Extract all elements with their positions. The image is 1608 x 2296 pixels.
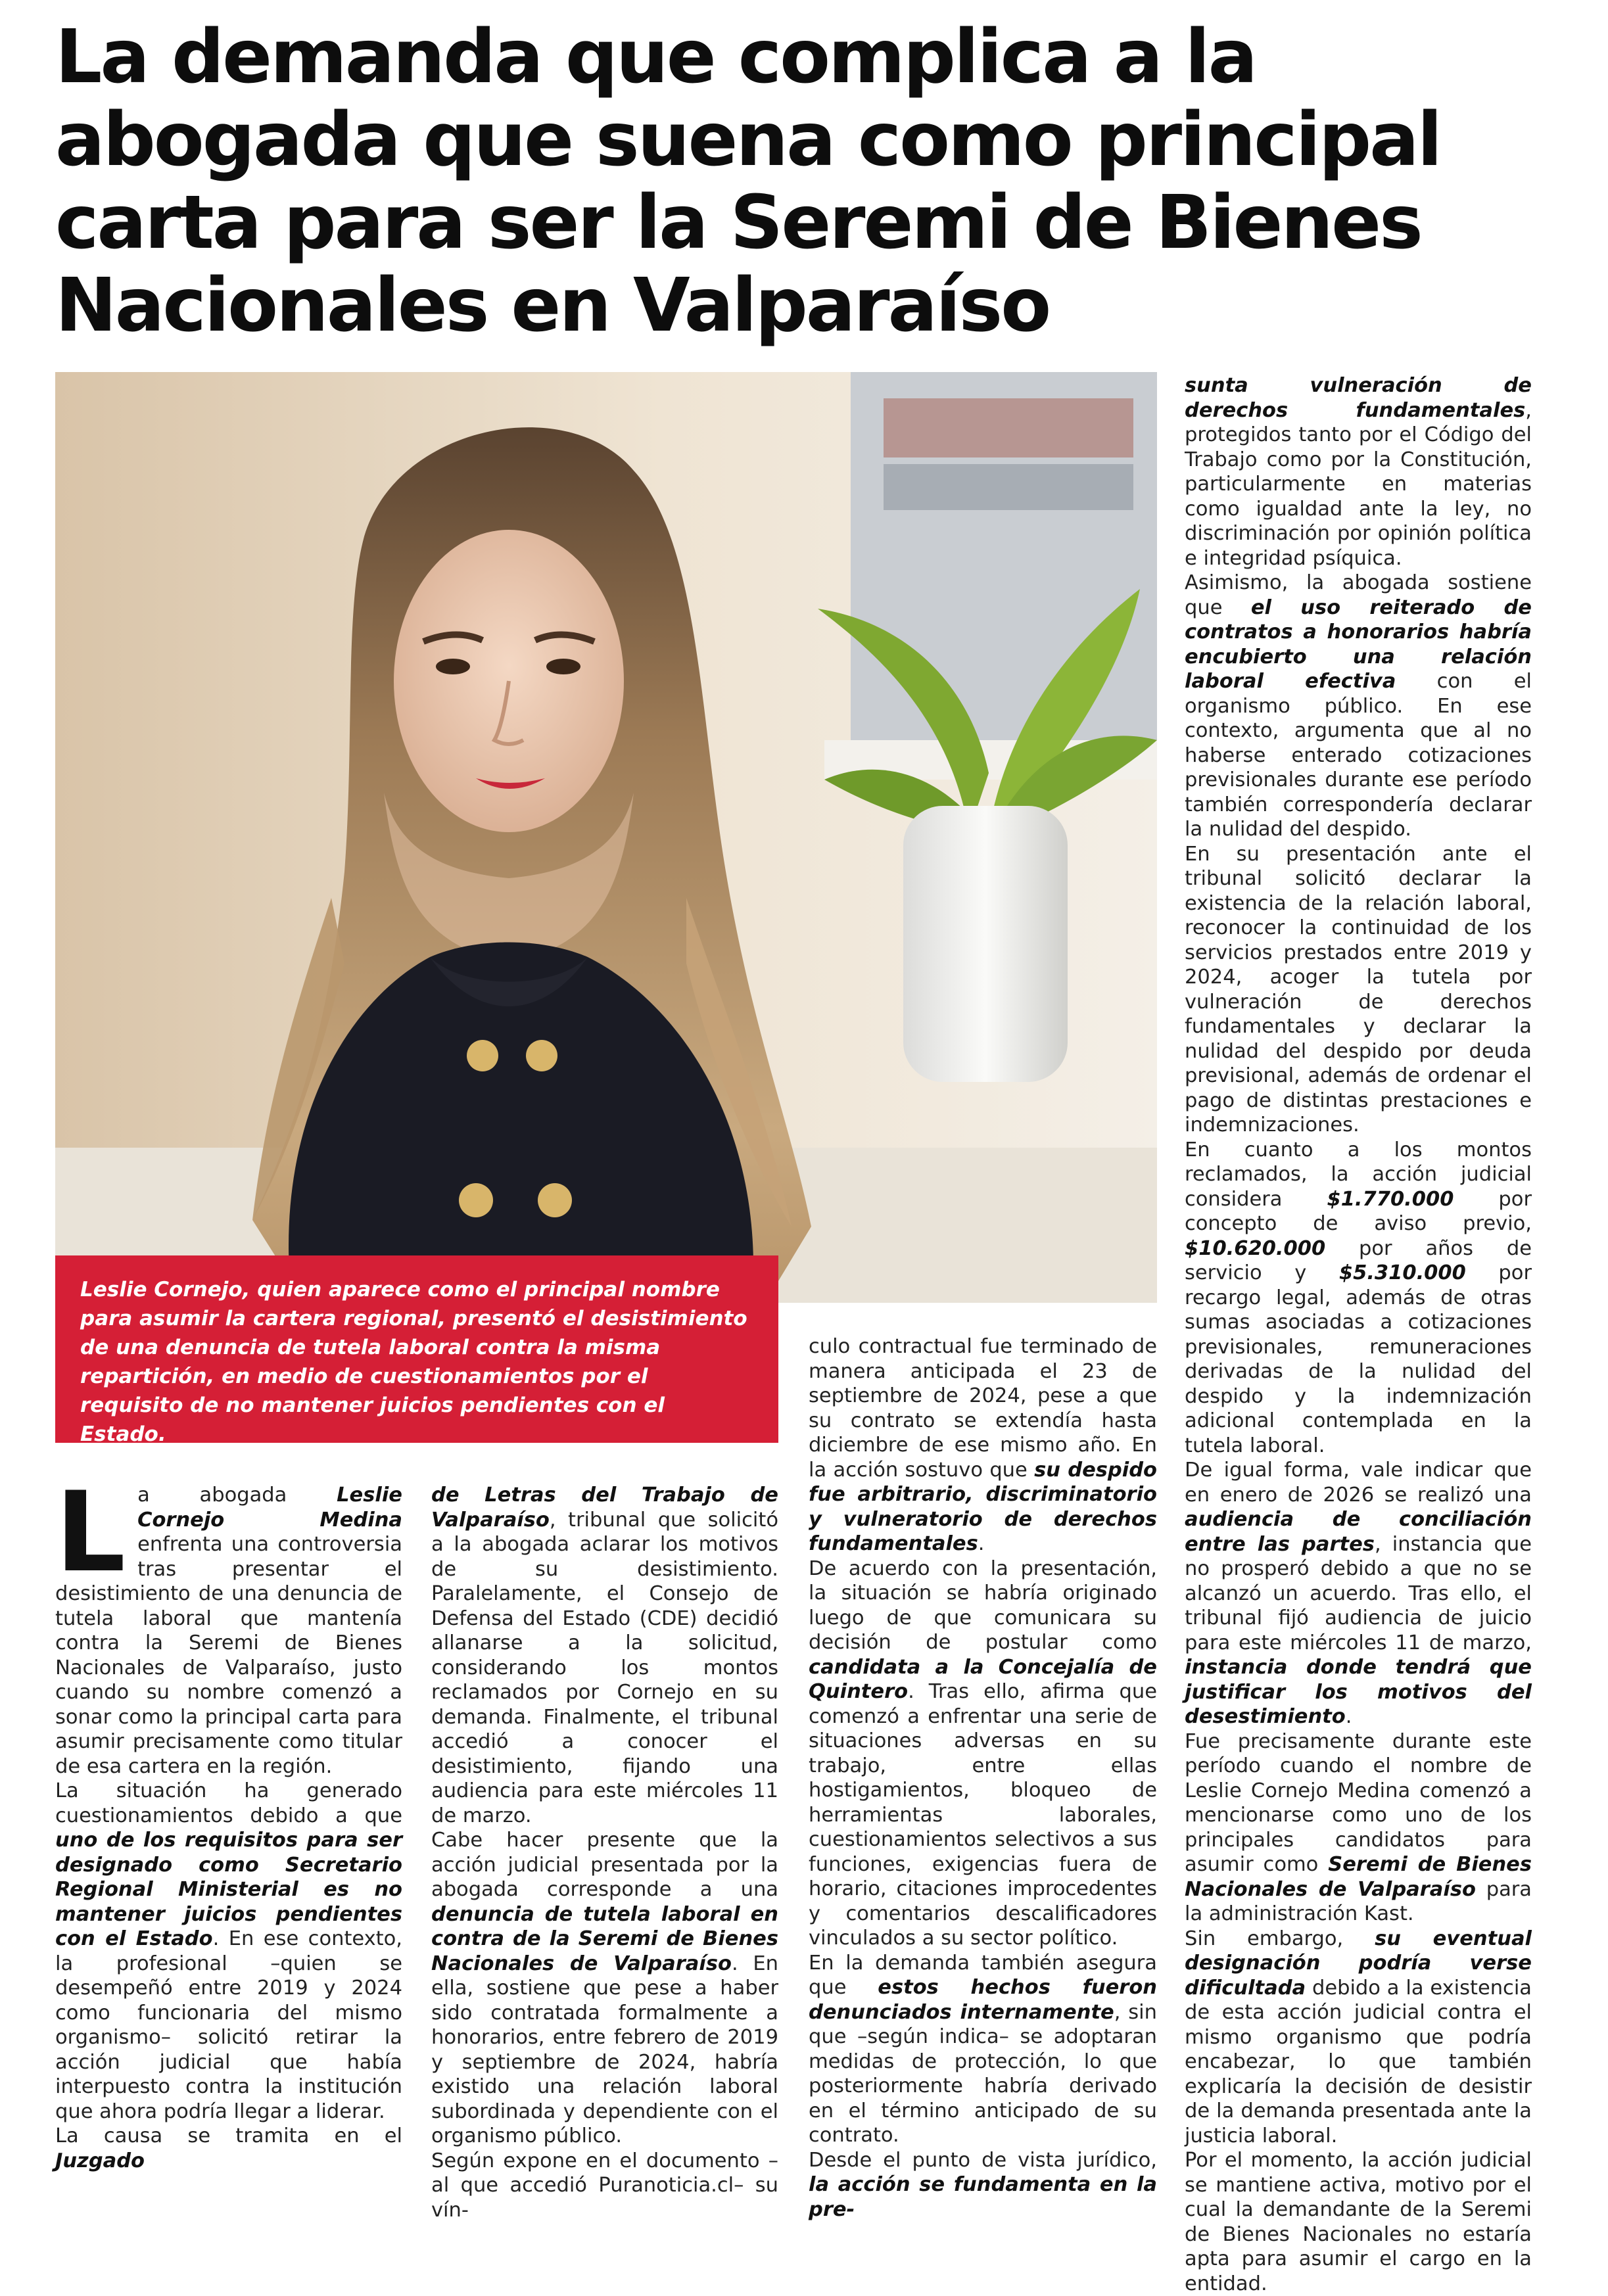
portrait-illustration — [55, 372, 1157, 1303]
article-paragraph: culo contractual fue terminado de manera anticipada el 23 de septiembre de 2024, pese a que su contrato se extendía hasta diciembre de ese mismo año. En la acción sostuvo que su despido fue arbitrario, discriminatorio y vulneratorio de derechos fundamentales. — [809, 1335, 1157, 1555]
article-column-1 — [55, 1468, 402, 2173]
article-paragraph: De acuerdo con la presentación, la situación se habría originado luego de que comunicara su decisión de postular como candidata a la Concejalía de Quintero. Tras ello, afirma que comenzó a enfrentar una serie de situaciones adversas en su trabajo, entre ellas hostigamientos, bloqueo de herramientas laborales, cuestionamientos selectivos a sus funciones, exigencias fuera de horario, citaciones improcedentes y comentarios descalificadores vinculados a su sector político. — [809, 1557, 1157, 1950]
article-paragraph: de Letras del Trabajo de Valparaíso, tribunal que solicitó a la abogada aclarar los motivos de su desistimiento. Paralelamente, el Consejo de Defensa del Estado (CDE) decidió allanarse a la solicitud, considerando los montos reclamados por Cornejo en su demanda. Finalmente, el tribunal accedió a conocer el desistimiento, fijando una audiencia para este miércoles 11 de marzo. — [431, 1484, 778, 1827]
drop-cap: L — [55, 1468, 126, 1597]
article-paragraph: En su presentación ante el tribunal solicitó declarar la existencia de la relación laboral, reconocer la continuidad de los servicios prestados entre 2019 y 2024, acoger la tutela por vulneración de derechos fundamentales y declarar la nulidad del despido por deuda previsional, además de ordenar el pago de distintas prestaciones e indemnizaciones. — [1185, 842, 1532, 1136]
article-column-4 — [1185, 373, 1532, 2296]
article-column-3 — [809, 1334, 1157, 2222]
article-paragraph: Desde el punto de vista jurídico, la acción se fundamenta en la pre- — [809, 2148, 1157, 2221]
headline: La demanda que complica a la abogada que suena como principal carta para ser la Seremi de Bienes Nacionales en Valparaíso — [55, 14, 1441, 348]
article-paragraph: En la demanda también asegura que estos hechos fueron denunciados internamente, sin que –según indica– se adoptaran medidas de protección, lo que posteriormente habría derivado en el término anticipado de su contrato. — [809, 1951, 1157, 2147]
article-column-2 — [431, 1483, 778, 2222]
portrait-photo — [55, 372, 1157, 1303]
article-paragraph: Asimismo, la abogada sostiene que el uso reiterado de contratos a honorarios habría encubierto una relación laboral efectiva con el organismo público. En ese contexto, argumenta que al no haberse enterado cotizaciones previsionales durante ese período también correspondería declarar la nulidad del despido. — [1185, 571, 1532, 841]
article-paragraph: La abogada Leslie Cornejo Medina enfrenta una controversia tras presentar el desistimiento de una denuncia de tutela laboral que mantenía contra la Seremi de Bienes Nacionales de Valparaíso, justo cuando su nombre comenzó a sonar como la principal carta para asumir precisamente como titular de esa cartera en la región. — [55, 1468, 402, 1778]
photo-caption: Leslie Cornejo, quien aparece como el principal nombre para asumir la cartera regional, presentó el desistimiento de una denuncia de tutela laboral contra la misma repartición, en medio de cuestionamientos por el requisito de no mantener juicios pendientes con el Estado. — [55, 1255, 778, 1443]
article-paragraph: La situación ha generado cuestionamientos debido a que uno de los requisitos para ser designado como Secretario Regional Ministerial es no mantener juicios pendientes con el Estado. En ese contexto, la profesional –quien se desempeñó entre 2019 y 2024 como funcionaria del mismo organismo– solicitó retirar la acción judicial que había interpuesto contra la institución que ahora podría llegar a liderar. — [55, 1779, 402, 2123]
article-paragraph: La causa se tramita en el Juzgado — [55, 2124, 402, 2172]
article-paragraph: Sin embargo, su eventual designación podría verse dificultada debido a la existencia de esta acción judicial contra el mismo organismo que podría encabezar, lo que también explicaría la decisión de desistir de la demanda presentada ante la justicia laboral. — [1185, 1927, 1532, 2147]
article-paragraph: sunta vulneración de derechos fundamentales, protegidos tanto por el Código del Trabajo como por la Constitución, particularmente en materias como igualdad ante la ley, no discriminación por opinión política e integridad psíquica. — [1185, 374, 1532, 570]
article-paragraph: Por el momento, la acción judicial se mantiene activa, motivo por el cual la demandante de la Seremi de Bienes Nacionales no estaría apta para asumir el cargo en la entidad. — [1185, 2149, 1532, 2295]
article-paragraph: De igual forma, vale indicar que en enero de 2026 se realizó una audiencia de conciliación entre las partes, instancia que no prosperó debido a que no se alcanzó un acuerdo. Tras ello, el tribunal fijó audiencia de juicio para este miércoles 11 de marzo, instancia donde tendrá que justificar los motivos del desestimiento. — [1185, 1459, 1532, 1728]
article-paragraph: Fue precisamente durante este período cuando el nombre de Leslie Cornejo Medina comenzó a mencionarse como uno de los principales candidatos para asumir como Seremi de Bienes Nacionales de Valparaíso para la administración Kast. — [1185, 1729, 1532, 1925]
article-paragraph: En cuanto a los montos reclamados, la acción judicial considera $1.770.000 por concepto de aviso previo, $10.620.000 por años de servicio y $5.310.000 por recargo legal, además de otras sumas asociadas a cotizaciones previsionales, remuneraciones derivadas de la nulidad del despido y la indemnización adicional contemplada en la tutela laboral. — [1185, 1138, 1532, 1457]
article-paragraph: Según expone en el documento –al que accedió Puranoticia.cl– su vín- — [431, 2149, 778, 2222]
article-paragraph: Cabe hacer presente que la acción judicial presentada por la abogada corresponde a una denuncia de tutela laboral en contra de la Seremi de Bienes Nacionales de Valparaíso. En ella, sostiene que pese a haber sido contratada formalmente a honorarios, entre febrero de 2019 y septiembre de 2024, habría existido una relación laboral subordinada y dependiente con el organismo público. — [431, 1829, 778, 2147]
